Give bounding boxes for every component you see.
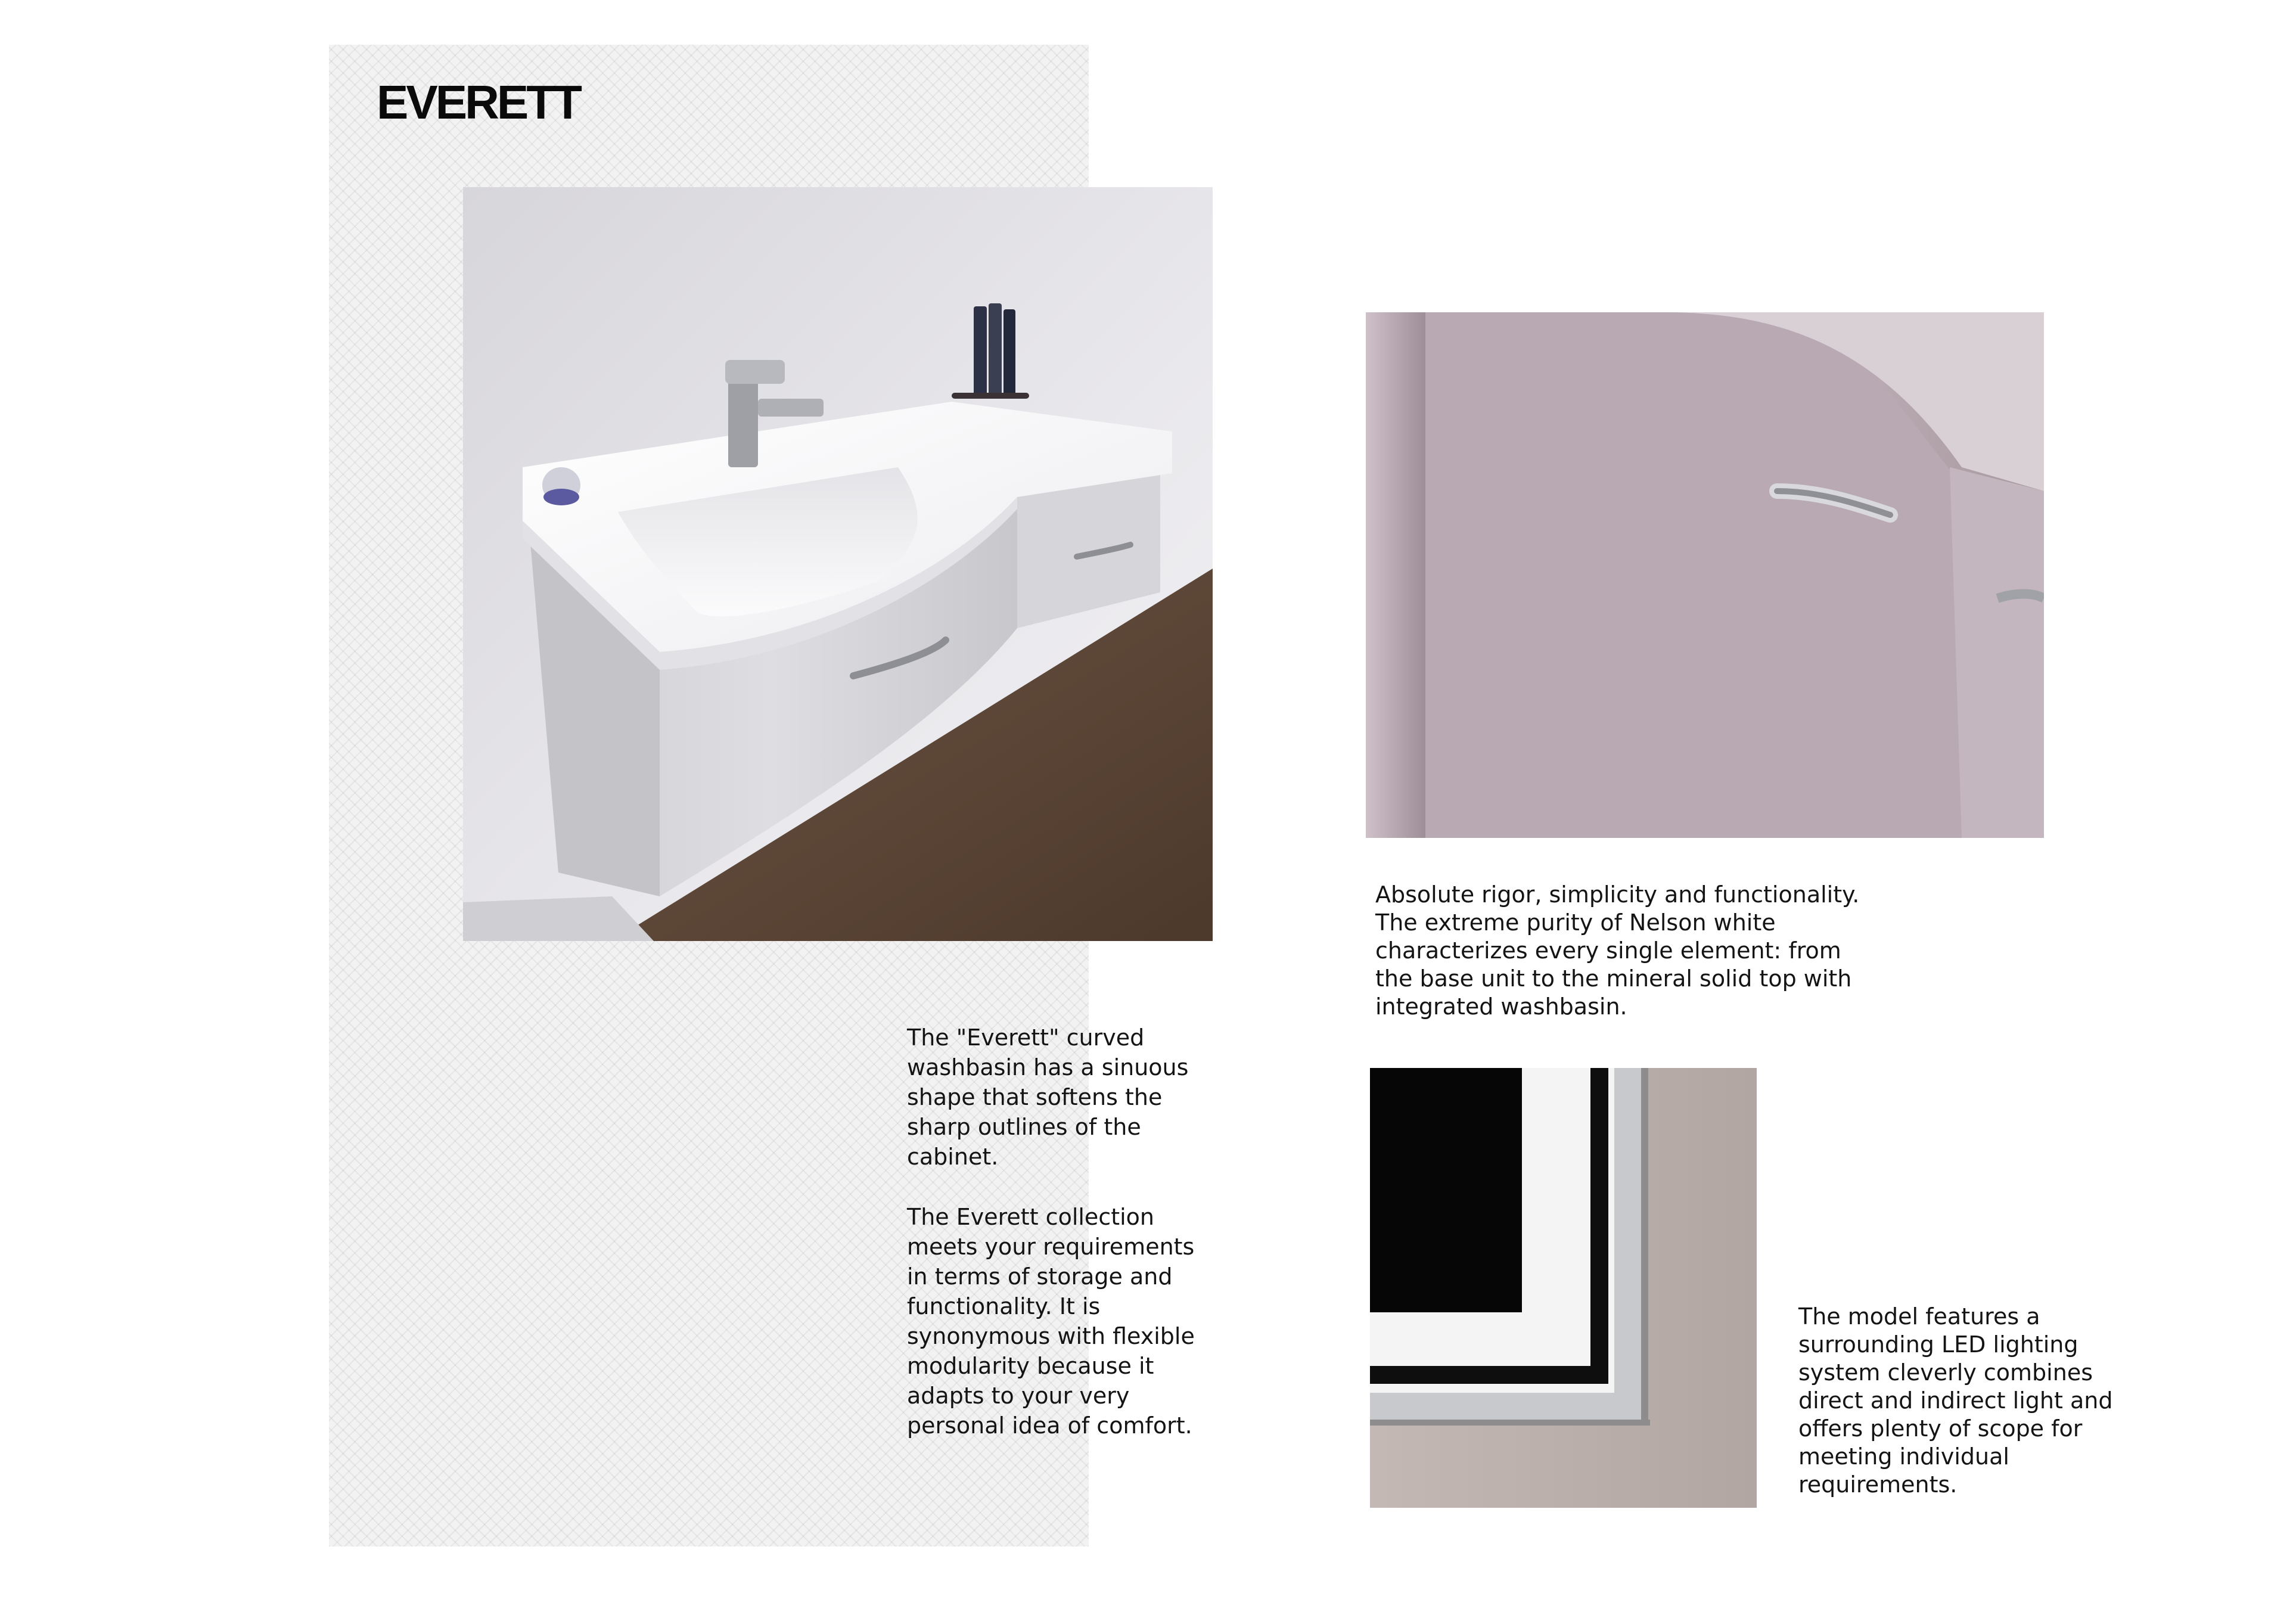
brand-title: EVERETT — [377, 76, 580, 129]
collection-description: The Everett collection meets your requirements in terms of storage and functionality. It is synonymous with flexible modularity because it adapts to your very personal idea of comfort. — [907, 1204, 1195, 1439]
curved-washbasin-description: The "Everett" curved washbasin has a sinuous shape that softens the sharp outlines of the cabinet. — [907, 1024, 1189, 1170]
detail-handle-photo — [1366, 312, 2044, 838]
led-mirror-photo — [1370, 1068, 1757, 1508]
main-product-photo — [463, 187, 1213, 941]
rigor-description: Absolute rigor, simplicity and functionality. The extreme purity of Nelson white characterizes every single element: from the base unit to the mineral solid top with integrated washbasin. — [1375, 881, 1860, 1020]
led-lighting-description: The model features a surrounding LED lighting system cleverly combines direct and indirect light and offers plenty of scope for meeting individual requirements. — [1798, 1303, 2113, 1498]
